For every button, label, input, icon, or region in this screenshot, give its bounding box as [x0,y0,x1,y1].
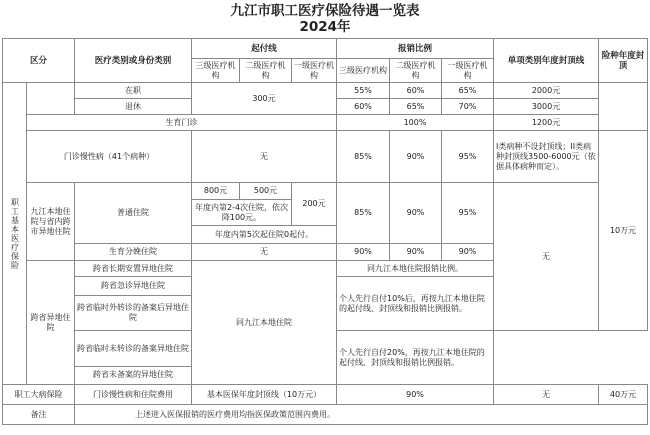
rr-3: 60% [337,99,390,115]
group-basic: 职工基本医疗保险 [3,83,27,385]
maternity-inpatient: 生育分娩住院 [75,244,192,261]
serious-item: 门诊慢性病和住院费用 [75,385,192,405]
th-500: 500元 [240,183,292,200]
th-grade2: 二级医疗机构 [240,59,292,83]
threshold-300: 300元 [192,83,337,115]
rr-1: 70% [442,99,494,115]
cross-item-3: 跨省临时外转诊的备案后异地住院 [77,302,190,322]
rw-1: 65% [442,83,494,99]
note-label: 备注 [3,405,75,425]
header-reimburse: 报销比例 [337,39,494,59]
rc-2: 90% [390,131,442,183]
working-label: 在职 [75,83,192,99]
cross-item-4: 跨省临时未转诊的备案异地住院 [75,332,191,367]
rc-3: 85% [337,131,390,183]
cross-group: 跨省异地住院 [27,261,75,385]
cross-item-1: 跨省长期安置异地住院 [75,261,192,277]
rw-2: 60% [390,83,442,99]
ri-2: 90% [390,183,442,244]
rm-1: 90% [442,244,494,261]
rb-grade1: 一级医疗机构 [442,59,494,83]
serious-label: 职工大病保险 [3,385,75,405]
rb-grade3: 三级医疗机构 [337,59,390,83]
maternity-inpatient-none: 无 [192,244,337,261]
cap-retired: 3000元 [494,99,599,115]
rb-grade2: 二级医疗机构 [390,59,442,83]
same-jj: 同九江本地住院 [192,261,337,385]
ten-wan: 10万元 [599,131,648,331]
header-single-cap: 单项类别年度封顶线 [494,39,599,83]
serious-ratio: 90% [337,385,494,405]
th-grade3: 三级医疗机构 [192,59,240,83]
th-800: 800元 [192,183,240,200]
benefit-table [2,38,648,425]
retired-label: 退休 [75,99,192,115]
serious-none: 无 [494,385,599,405]
rm-2: 90% [390,244,442,261]
header-med-type: 医疗类别或身份类别 [75,39,192,83]
th-200: 200元 [292,183,337,226]
ri-1: 95% [442,183,494,244]
ri-3: 85% [337,183,390,244]
repeat-note: 年度内第2-4次住院，依次降100元。 [192,200,292,226]
normal-inpatient: 普通住院 [75,183,192,244]
forty-wan: 40万元 [599,385,648,405]
rc-1: 95% [442,131,494,183]
page-title: 九江市职工医疗保险待遇一览表 [230,3,420,19]
note-text: 上述进入医保报销的医疗费用均指医保政策范围内费用。 [75,405,648,425]
rm-3: 90% [337,244,390,261]
page-year: 2024年 [299,19,351,35]
rr-2: 65% [390,99,442,115]
inpatient-group: 九江本地住院与省内跨市异地住院 [27,183,75,261]
maternity-clinic: 生育门诊 [27,115,337,131]
chronic-none: 无 [192,131,337,183]
maternity-ratio: 100% [337,115,494,131]
fifth-note: 年度内第5次起住院0起付。 [192,226,337,244]
cross-none: 无 [494,183,599,331]
rw-3: 55% [337,83,390,99]
th-grade1: 一级医疗机构 [292,59,337,83]
self-10: 个人先行自付10%后，再按九江本地住院的起付线、封顶线和报销比例报销。 [337,277,494,331]
cap-working: 2000元 [494,83,599,99]
serious-threshold: 基本医保年度封顶线（10万元） [192,385,337,405]
self-20: 个人先行自付20%，再按九江本地住院的起付线、封顶线和报销比例报销。 [337,331,494,385]
chronic-cap: I类病种不设封顶线；II类病种封顶线3500-6000元（依据具体病种而定）。 [494,131,599,183]
chronic-label: 门诊慢性病（41个病种） [27,131,192,183]
cross-item-2: 跨省急诊异地住院 [75,278,191,296]
header-rescue-cap: 险种年度封顶 [599,39,648,83]
cross-item-5: 跨省未备案的异地住院 [93,370,174,379]
header-threshold: 起付线 [192,39,337,59]
maternity-cap: 1200元 [494,115,599,131]
header-category: 区分 [3,39,75,83]
same-jj-ratio: 同九江本地住院报销比例。 [337,261,494,277]
